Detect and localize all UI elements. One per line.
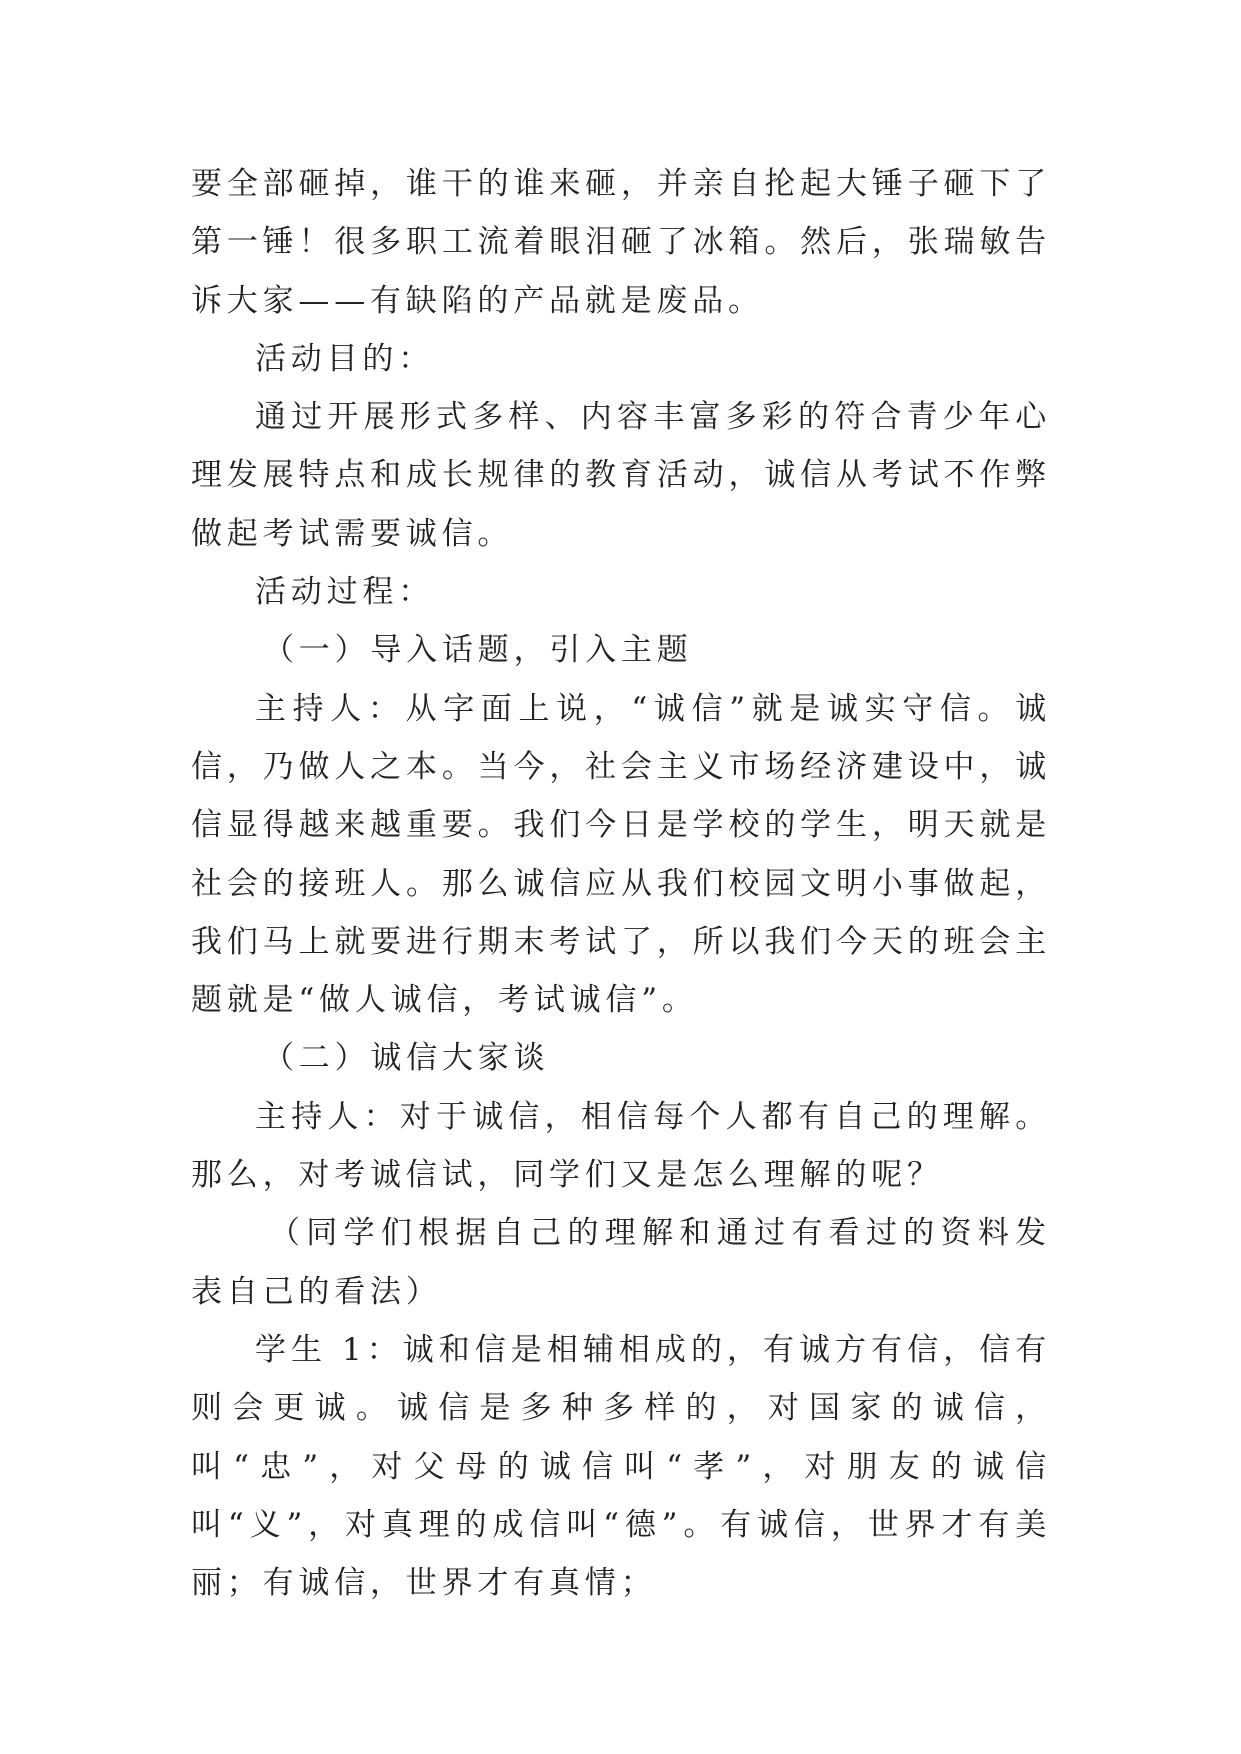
document-body <box>191 155 1051 1612</box>
heading-activity-purpose: 活动目的： <box>255 340 434 377</box>
paragraph-host-question: 主持人：对于诚信，相信每个人都有自己的理解。那么，对考诚信试，同学们又是怎么理解的呢？ <box>191 1098 1051 1194</box>
heading-section-two: （二）诚信大家谈 <box>263 1040 550 1077</box>
heading-activity-process: 活动过程： <box>255 574 434 611</box>
paragraph-student-one: 学生 1：诚和信是相辅相成的，有诚方有信，信有则会更诚。诚信是多种多样的，对国家的诚信，叫“忠”，对父母的诚信叫“孝”，对朋友的诚信叫“义”，对真理的成信叫“德”。有诚信，世界才有美丽；有诚信，世界才有真情； <box>191 1331 1051 1602</box>
paragraph-stage-note: （同学们根据自己的理解和通过有看过的资料发表自己的看法） <box>191 1215 1051 1310</box>
paragraph-host-intro: 主持人：从字面上说，“诚信”就是诚实守信。诚信，乃做人之本。当今，社会主义市场经济建设中，诚信显得越来越重要。我们今日是学校的学生，明天就是社会的接班人。那么诚信应从我们校园文明小事做起，我们马上就要进行期末考试了，所以我们今天的班会主题就是“做人诚信，考试诚信”。 <box>191 690 1051 1019</box>
paragraph-hammer-story: 要全部砸掉，谁干的谁来砸，并亲自抡起大锤子砸下了第一锤！很多职工流着眼泪砸了冰箱。然后，张瑞敏告诉大家——有缺陷的产品就是废品。 <box>191 166 1051 319</box>
heading-section-one: （一）导入话题，引入主题 <box>263 632 693 669</box>
paragraph-activity-purpose: 通过开展形式多样、内容丰富多彩的符合青少年心理发展特点和成长规律的教育活动，诚信从考试不作弊做起考试需要诚信。 <box>191 399 1051 552</box>
